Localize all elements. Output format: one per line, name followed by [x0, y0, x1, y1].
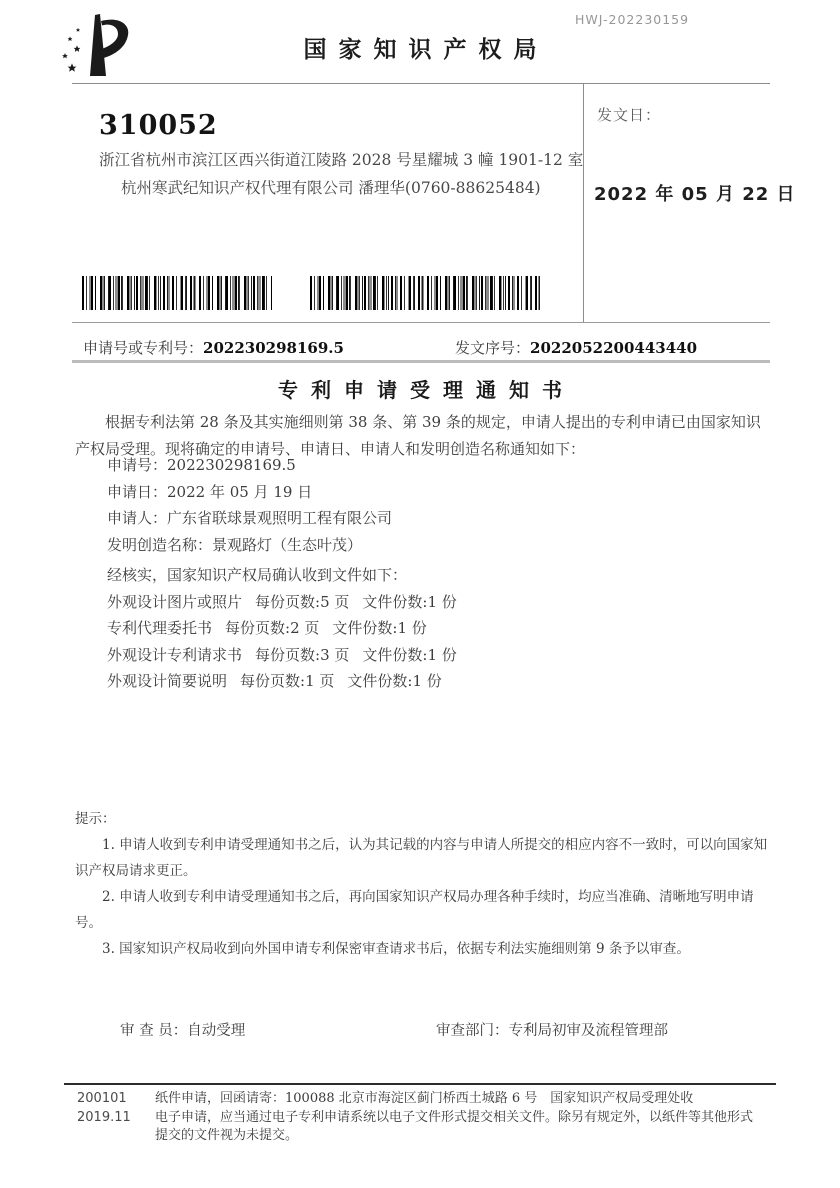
- footer-form-code: 200101: [77, 1091, 127, 1106]
- field-applicant: [107, 505, 707, 532]
- serial-number-row: [455, 337, 697, 358]
- notice-detail-block: [107, 452, 707, 695]
- document-name: 外观设计图片或照片: [107, 592, 243, 611]
- header-rule: [72, 83, 770, 84]
- application-number-row: [83, 337, 344, 358]
- document-copies: 文件份数:1 份: [362, 592, 457, 611]
- department-label: 审查部门：: [436, 1023, 509, 1039]
- document-name: 外观设计专利请求书: [107, 645, 243, 664]
- agency-title: 国家知识产权局: [303, 36, 549, 63]
- field-value: 景观路灯（生态叶茂）: [212, 535, 363, 554]
- dispatch-date-label: 发文日：: [597, 106, 662, 124]
- field-application-number: [107, 452, 707, 479]
- recipient-postcode: 310052: [99, 110, 218, 141]
- footer-form-version: 2019.11: [77, 1109, 131, 1125]
- document-pages: 每份页数:2 页: [225, 619, 320, 637]
- barcode-left: [82, 276, 272, 310]
- received-document-row: [107, 642, 707, 669]
- received-document-row: [107, 589, 707, 616]
- serial-number-label: 发文序号：: [455, 339, 531, 357]
- field-value: 202230298169.5: [167, 456, 296, 474]
- tip-item-1: 1. 申请人收到专利申请受理通知书之后，认为其记载的内容与申请人所提交的相应内容不一致时，可以向国家知识产权局请求更正。: [75, 837, 768, 879]
- received-document-row: [107, 668, 707, 695]
- document-pages: 每份页数:3 页: [255, 645, 350, 664]
- footer-note-electronic: 电子申请，应当通过电子专利申请系统以电子文件形式提交相关文件。除另有规定外，以纸件等其他形式提交的文件视为未提交。: [155, 1109, 754, 1143]
- application-number-value: 202230298169.5: [203, 339, 344, 357]
- examiner-row: [120, 1019, 245, 1040]
- tip-item-2: 2. 申请人收到专利申请受理通知书之后，再向国家知识产权局办理各种手续时，均应当准确、清晰地写明申请号。: [75, 889, 754, 931]
- field-filing-date: [107, 479, 707, 506]
- footer-rule: [64, 1083, 776, 1085]
- document-pages: 每份页数:1 页: [240, 672, 335, 690]
- tips-heading: 提示：: [75, 811, 116, 827]
- document-copies: 文件份数:1 份: [347, 672, 442, 690]
- department-value: 专利局初审及流程管理部: [508, 1023, 668, 1039]
- field-value: 广东省联球景观照明工程有限公司: [167, 509, 393, 527]
- footer-note-paper: 纸件申请，回函请寄：100088 北京市海淀区蓟门桥西土城路 6 号 国家知识产权局受理处收: [155, 1091, 694, 1106]
- document-reference-code: HWJ-202230159: [575, 12, 690, 27]
- notice-intro-paragraph: 根据专利法第 28 条及其实施细则第 38 条、第 39 条的规定，申请人提出的专利申请已由国家知识产权局受理。现将确定的申请号、申请日、申请人和发明创造名称通知如下：: [75, 413, 761, 458]
- field-value: 2022 年 05 月 19 日: [167, 482, 313, 501]
- field-label: 申请日：: [107, 482, 168, 501]
- field-label: 申请号：: [107, 456, 168, 474]
- tips-section: [75, 806, 771, 962]
- field-label: 发明创造名称：: [107, 535, 213, 554]
- document-name: 专利代理委托书: [107, 619, 213, 637]
- recipient-address: 浙江省杭州市滨江区西兴街道江陵路 2028 号星耀城 3 幢 1901-12 室: [99, 151, 584, 169]
- tip-item-3: 3. 国家知识产权局收到向外国申请专利保密审查请求书后，依据专利法实施细则第 9 条予以审查。: [102, 941, 690, 957]
- department-row: [436, 1019, 668, 1040]
- barcode-right: [310, 276, 540, 310]
- document-copies: 文件份数:1 份: [332, 619, 427, 637]
- field-label: 申请人：: [107, 509, 168, 527]
- field-invention-title: [107, 532, 707, 559]
- document-copies: 文件份数:1 份: [362, 645, 457, 664]
- received-document-row: [107, 615, 707, 642]
- examiner-value: 自动受理: [187, 1023, 246, 1039]
- footer-notes: [77, 1090, 777, 1146]
- application-number-label: 申请号或专利号：: [83, 339, 204, 357]
- recipient-agent-line: 杭州寒武纪知识产权代理有限公司 潘理华(0760-88625484): [121, 179, 541, 197]
- document-name: 外观设计简要说明: [107, 672, 228, 690]
- dispatch-box-divider: [583, 83, 584, 323]
- examiner-label: 审 查 员：: [120, 1023, 188, 1039]
- reference-rule-top: [72, 322, 770, 323]
- dispatch-date-value: 2022 年 05 月 22 日: [594, 184, 796, 205]
- title-rule: [72, 360, 770, 363]
- serial-number-value: 2022052200443440: [530, 339, 698, 357]
- notice-title: 专利申请受理通知书: [278, 378, 575, 402]
- document-pages: 每份页数:5 页: [255, 592, 350, 611]
- received-documents-intro: 经核实，国家知识产权局确认收到文件如下：: [107, 566, 408, 584]
